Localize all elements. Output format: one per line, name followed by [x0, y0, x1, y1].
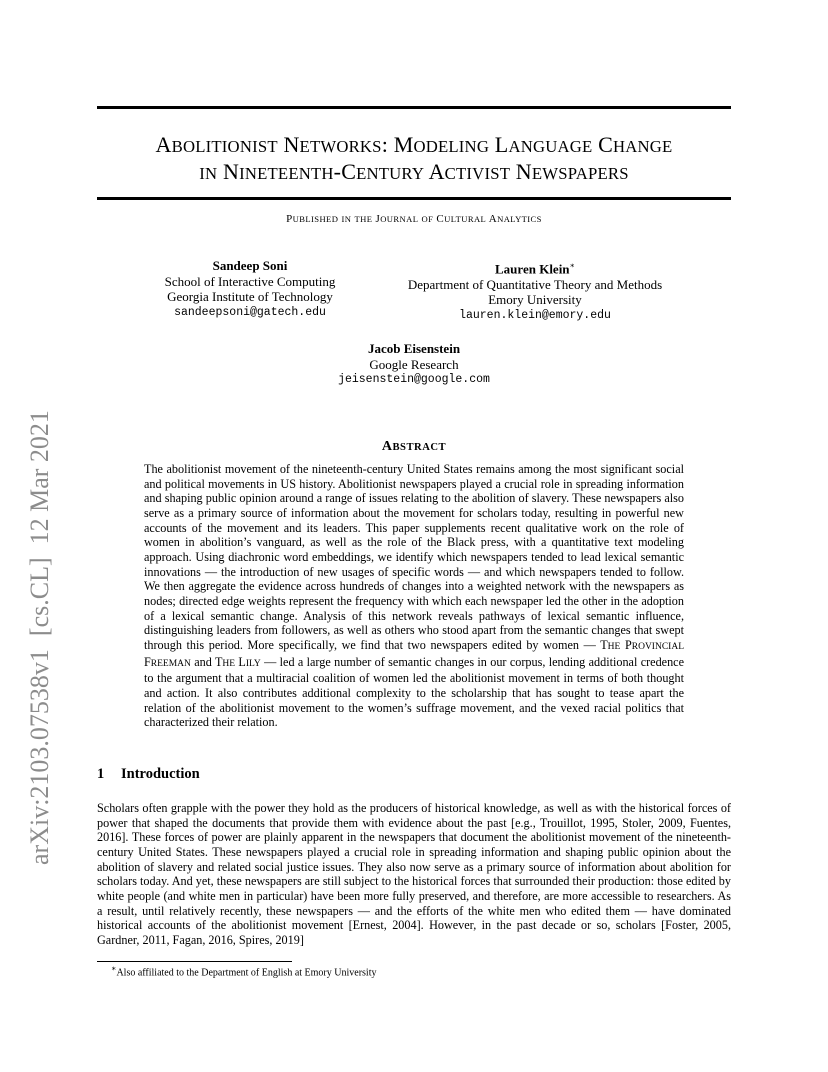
author-name: Sandeep Soni [212, 258, 288, 273]
author-affiliation: Google Research [369, 356, 459, 372]
footnote-marker[interactable]: ∗ [569, 261, 575, 270]
author-block-klein [385, 258, 685, 323]
introduction-paragraph: Scholars often grapple with the power they hold as the producers of historical knowledge, as well as with the historical forces of power that shaped the documents that provide them with evidence about the past [e.g., Trouillot, 1995, Stoler, 2009, Fuentes, 2016]. These forces of power are plainly apparent in the newspapers that document the abolitionist movement of the nineteenth-century United States. These newspapers played a crucial role in spreading information and shaping public opinion about the abolition of slavery and related social justice issues. They also now serve as a primary source of information about abolition for scholars today. And yet, these newspapers are still subject to the historical forces that surrounded their production: those edited by white people (and white men in particular) have been more fully preserved, and therefore, are more accessible to researchers. As a result, until relatively recently, these newspapers — and the efforts of the white men who edited them — have dominated historical accounts of the abolitionist movement [Ernest, 2004]. However, in the past decade or so, scholars [Foster, 2005, Gardner, 2011, Fagan, 2016, Spires, 2019] [97, 801, 731, 947]
author-block-eisenstein [314, 341, 514, 388]
publication-note: PUBLISHED IN THE JOURNAL OF CULTURAL ANALYTICS [286, 213, 542, 225]
section-title: Introduction [121, 766, 200, 782]
author-email[interactable]: jeisenstein@google.com [338, 373, 490, 386]
title-bottom-rule [97, 197, 731, 200]
author-affiliation: Department of Quantitative Theory and Methods [407, 276, 663, 292]
footnote-rule [97, 961, 292, 962]
footnote-text: Also affiliated to the Department of English at Emory University [116, 967, 377, 979]
author-institution: Georgia Institute of Technology [167, 289, 333, 304]
author-institution: Emory University [488, 292, 582, 308]
author-email[interactable]: lauren.klein@emory.edu [459, 308, 611, 322]
paper-title-line-2: IN NINETEENTH-CENTURY ACTIVIST NEWSPAPERS [199, 159, 629, 184]
abstract-heading: ABSTRACT [381, 439, 447, 454]
abstract-body: The abolitionist movement of the nineteenth-century United States remains among the most significant social and political movements in US history. Abolitionist newspapers played a crucial role in spreading information and shaping public opinion around a range of issues relating to the abolition of slavery. These newspapers also serve as a primary source of information about the movement for scholars today, resulting in powerful new accounts of the movement and its leaders. This paper supplements recent qualitative work on the role of women in abolition’s vanguard, as well as the role of the Black press, with a quantitative text modeling approach. Using diachronic word embeddings, we identify which newspapers tended to lead lexical semantic innovations — the introduction of new usages of specific words — and which newspapers tended to follow. We then aggregate the evidence across hundreds of changes into a weighted network with the newspapers as nodes; directed edge weights represent the frequency with which each newspaper led the other in the adoption of a lexical semantic change. Analysis of this network reveals pathways of lexical semantic influence, distinguishing leaders from followers, as well as others who stood apart from the semantic changes that swept through this period. More specifically, we find that two newspapers edited by women — THE PROVINCIAL FREEMAN and THE LILY — led a large number of semantic changes in our corpus, lending additional credence to the argument that a multiracial coalition of women led the abolitionist movement in terms of both thought and action. It also contributes additional complexity to the scholarship that has sought to tease apart the relation of the abolitionist movement to the women’s suffrage movement, and the vexed racial politics that characterized their relation. [144, 462, 684, 730]
arxiv-identifier-stamp: arXiv:2103.07538v1 [cs.CL] 12 Mar 2021 [25, 410, 54, 865]
section-number: 1 [97, 766, 105, 782]
section-heading-introduction [97, 766, 200, 783]
title-top-rule [97, 106, 731, 109]
paper-title-line-1: ABOLITIONIST NETWORKS: MODELING LANGUAGE CHANGE [155, 132, 673, 157]
footnote-mark: ∗ [111, 964, 117, 973]
author-block-soni [140, 258, 360, 320]
author-name: Jacob Eisenstein [367, 341, 461, 356]
author-name: Lauren Klein [495, 261, 570, 277]
author-email[interactable]: sandeepsoni@gatech.edu [174, 305, 326, 319]
footnote [111, 964, 376, 978]
author-affiliation: School of Interactive Computing [164, 273, 336, 289]
